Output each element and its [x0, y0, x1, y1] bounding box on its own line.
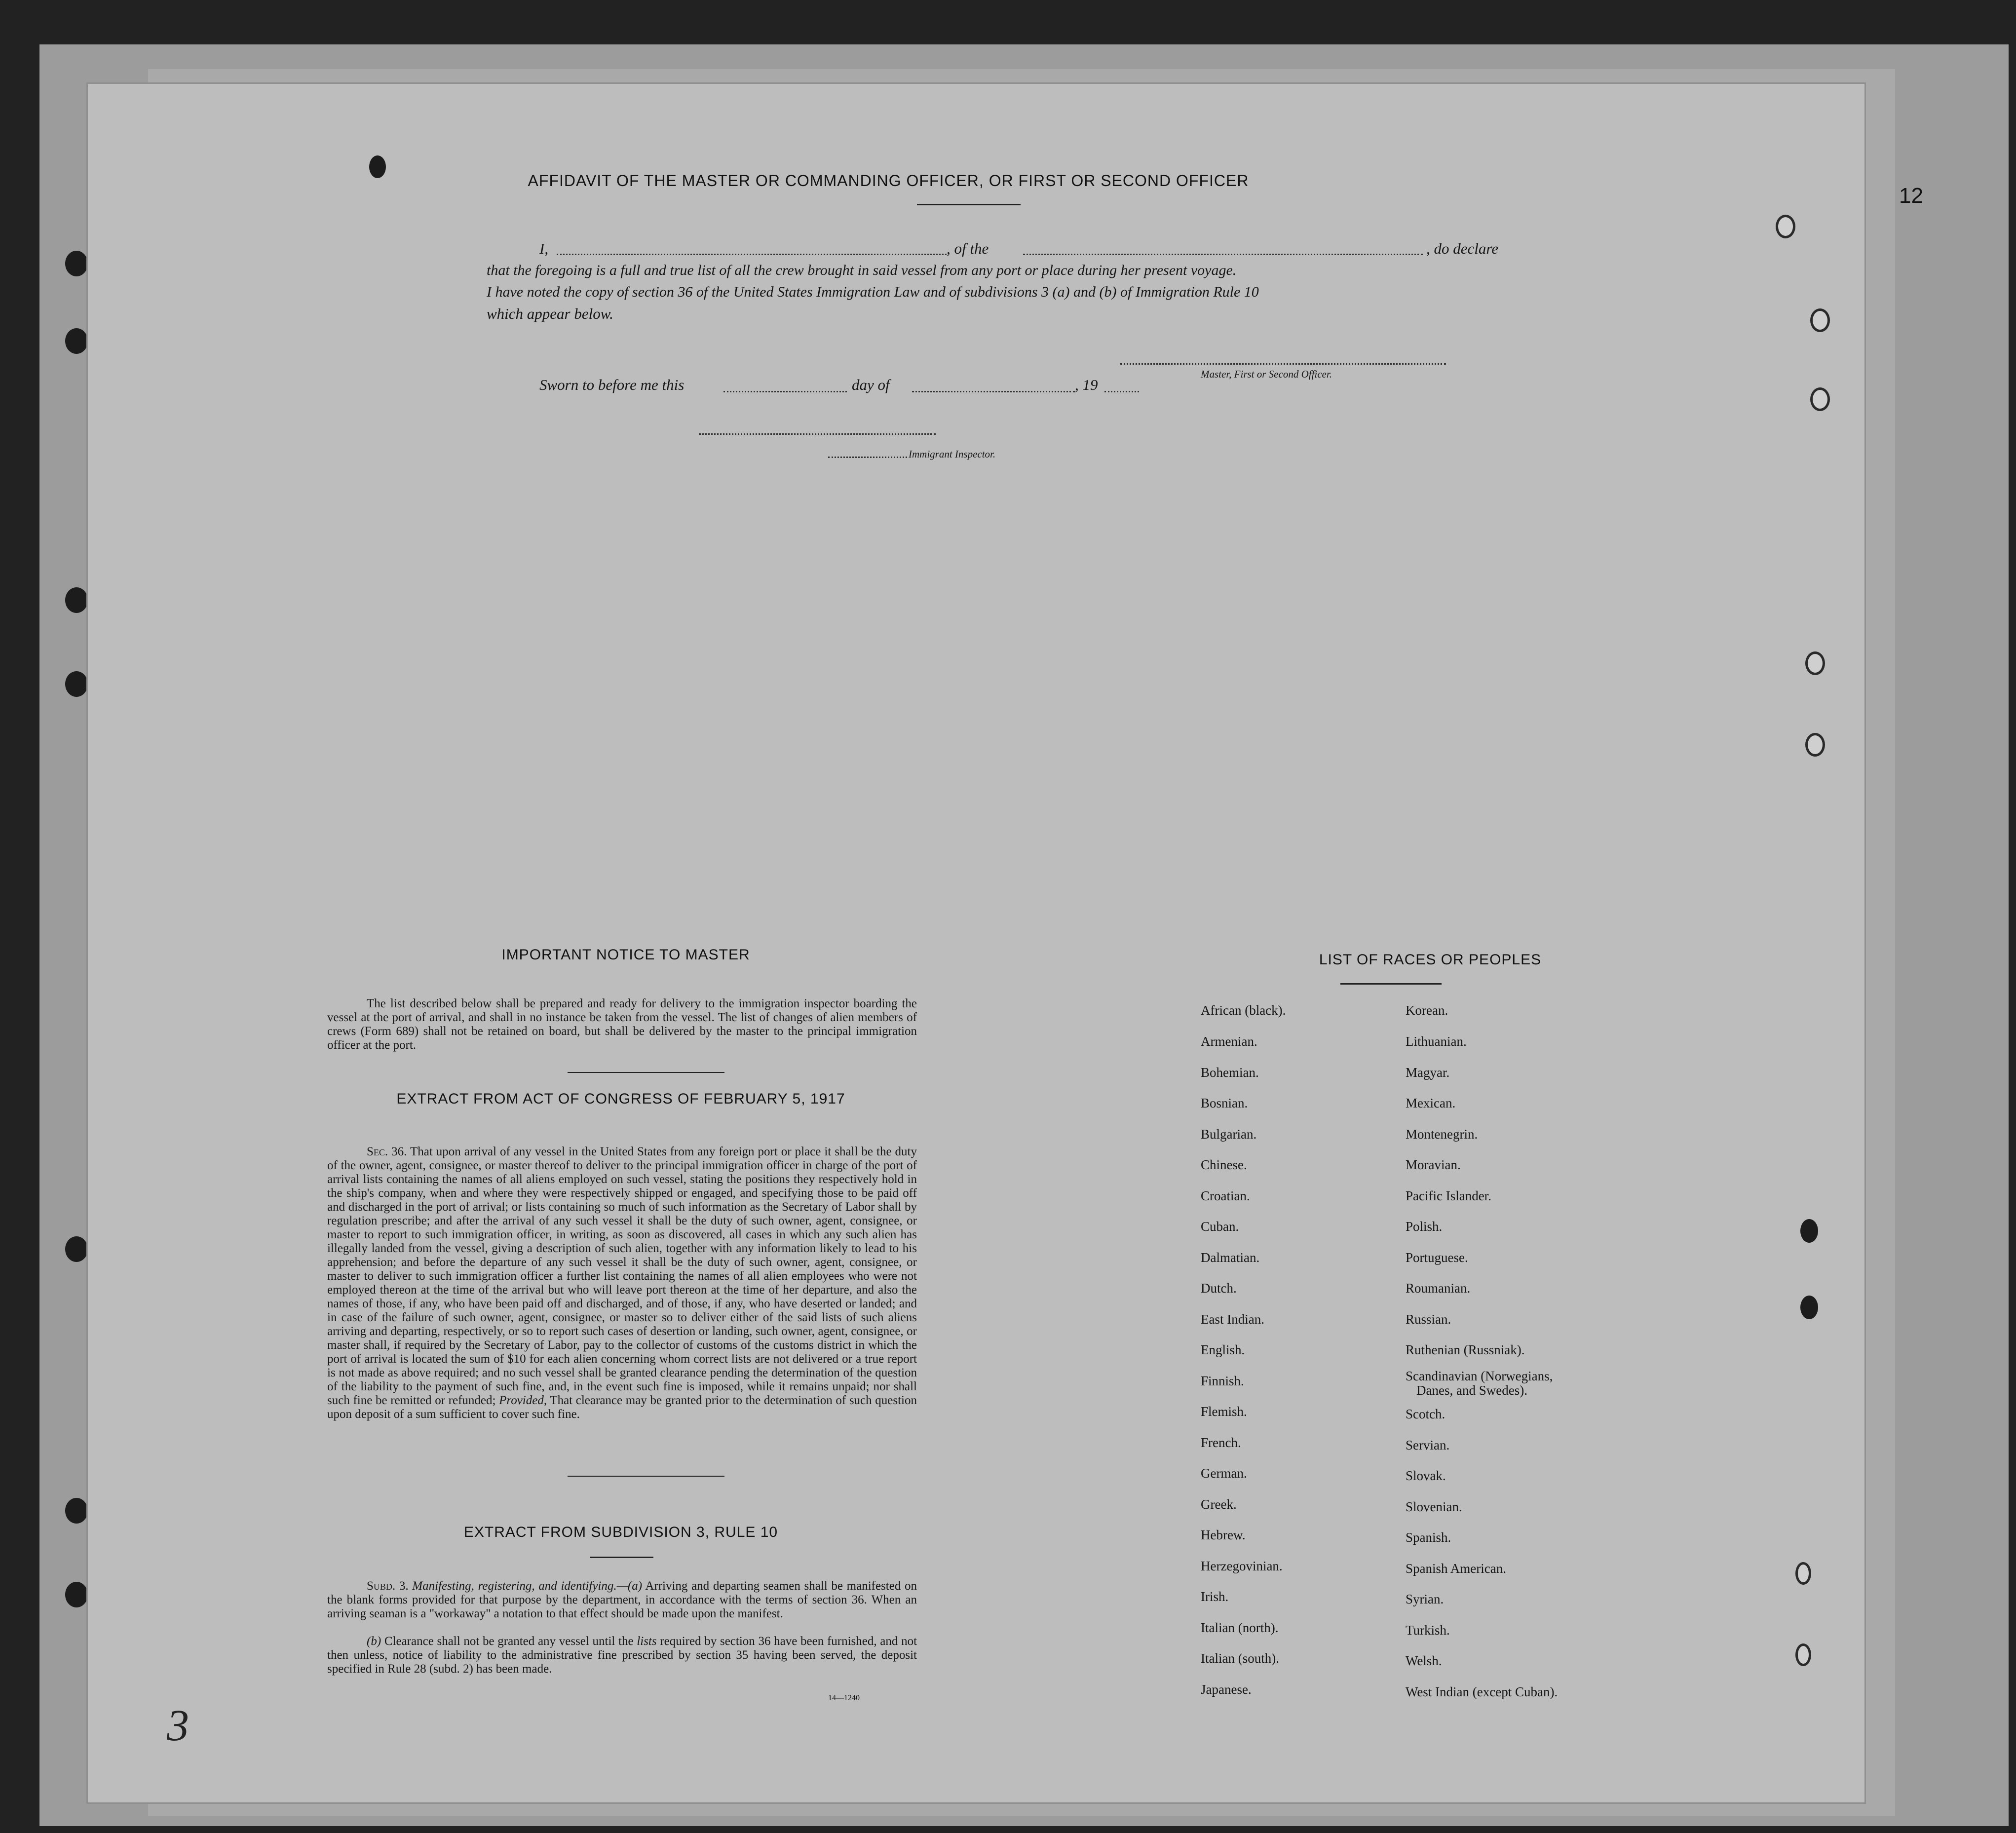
race-right-item: Welsh.	[1406, 1653, 1442, 1668]
race-left-item: Flemish.	[1201, 1404, 1247, 1419]
rule10-b-lists: lists	[637, 1635, 657, 1648]
punch-ring	[1795, 1562, 1811, 1585]
race-left-item: Dutch.	[1201, 1281, 1237, 1296]
binder-hole	[65, 328, 88, 354]
race-right-item: Lithuanian.	[1406, 1034, 1467, 1049]
race-right-item: Polish.	[1406, 1219, 1443, 1234]
punch-ring	[1776, 215, 1795, 238]
master-signature-blank[interactable]	[1120, 363, 1446, 365]
act-rule	[568, 1476, 724, 1477]
binder-hole	[65, 251, 88, 276]
rule10-subd-title: Manifesting, registering, and identifying.	[412, 1579, 617, 1593]
sworn-prefix: Sworn to before me this	[539, 376, 685, 393]
rule10-b-text-2: required by section 36 have been furnished, and not then unless, notice of liability to the administrative fine prescribed by section 35 having been served, the deposit specified in Rule 28 (subd. 2) has been made.	[327, 1635, 917, 1676]
affidavit-line1-declare: , do declare	[1426, 240, 1499, 257]
act-sec-label: Sec. 36.	[367, 1145, 407, 1158]
affidavit-title: AFFIDAVIT OF THE MASTER OR COMMANDING OFFICER, OR FIRST OR SECOND OFFICER	[528, 172, 1249, 190]
race-left-item: Greek.	[1201, 1497, 1237, 1512]
binder-hole	[65, 671, 88, 697]
punch-ring	[1810, 308, 1830, 332]
race-left-item: Bulgarian.	[1201, 1127, 1257, 1142]
sworn-year: , 19	[1075, 376, 1098, 393]
binder-hole	[65, 1582, 88, 1607]
race-right-item: Servian.	[1406, 1438, 1450, 1452]
race-right-item: Spanish.	[1406, 1530, 1451, 1545]
race-right-item: Pacific Islander.	[1406, 1188, 1491, 1203]
race-right-item: Danes, and Swedes).	[1416, 1383, 1527, 1398]
races-title: LIST OF RACES OR PEOPLES	[1319, 952, 1542, 968]
vessel-blank[interactable]	[1023, 254, 1423, 255]
rule10-title-rule	[590, 1557, 653, 1558]
rule10-b-text-1: Clearance shall not be granted any vessel until the	[384, 1635, 634, 1648]
form-number: 14—1240	[828, 1694, 860, 1702]
binder-hole	[65, 1498, 88, 1524]
race-right-item: Portuguese.	[1406, 1250, 1468, 1265]
race-left-item: German.	[1201, 1466, 1247, 1481]
race-left-item: Armenian.	[1201, 1034, 1257, 1049]
handwritten-page-number: 3	[167, 1701, 189, 1750]
race-left-item: Bosnian.	[1201, 1096, 1248, 1110]
race-right-item: Montenegrin.	[1406, 1127, 1478, 1142]
affidavit-title-rule	[917, 204, 1021, 205]
act-body-end: That clearance may be granted prior to the determination of such question upon deposit of a sum sufficient to cover such fine.	[327, 1394, 917, 1421]
master-caption: Master, First or Second Officer.	[1201, 368, 1332, 380]
rule10-b-label: (b)	[367, 1635, 381, 1648]
race-left-item: East Indian.	[1201, 1312, 1264, 1327]
punch-ring	[1810, 387, 1830, 411]
race-left-item: French.	[1201, 1435, 1241, 1450]
affidavit-line1-i: I,	[539, 240, 549, 257]
race-right-item: Ruthenian (Russniak).	[1406, 1342, 1525, 1357]
edge-number: 12	[1899, 184, 1923, 208]
race-right-item: Slovak.	[1406, 1468, 1446, 1483]
race-right-item: Russian.	[1406, 1312, 1451, 1327]
race-right-item: Slovenian.	[1406, 1499, 1462, 1514]
sworn-day: day of	[852, 376, 890, 393]
inspector-signature-blank-2[interactable]	[828, 457, 907, 458]
race-right-item: Turkish.	[1406, 1623, 1450, 1638]
notice-rule	[568, 1072, 724, 1073]
race-left-item: Italian (south).	[1201, 1651, 1279, 1666]
rule10-a-text: Arriving and departing seamen shall be manifested on the blank forms provided for that purpose by the department, in accordance with the terms of section 36. When an arriving seaman is a "workaway" a notation to that effect should be made upon the manifest.	[327, 1579, 917, 1620]
affidavit-line1-of-the: , of the	[947, 240, 989, 257]
inspector-signature-blank-1[interactable]	[699, 433, 936, 435]
punch-ring	[1805, 733, 1825, 757]
inspector-caption: Immigrant Inspector.	[909, 448, 996, 460]
affidavit-line4: which appear below.	[487, 305, 613, 322]
punch-ring	[1805, 651, 1825, 675]
race-left-item: Finnish.	[1201, 1374, 1244, 1388]
race-left-item: Japanese.	[1201, 1682, 1252, 1697]
notice-text: The list described below shall be prepared and ready for delivery to the immigration inspector boarding the vessel at the port of arrival, and shall in no instance be taken from the vessel. The list of changes of alien members of crews (Form 689) shall not be retained on board, but shall be delivered by the master to the principal immigration officer at the port.	[327, 997, 917, 1052]
race-right-item: Spanish American.	[1406, 1561, 1506, 1576]
race-left-item: Herzegovinian.	[1201, 1559, 1283, 1573]
document-page	[88, 84, 1864, 1802]
punch-mark	[369, 155, 386, 178]
race-right-item: Magyar.	[1406, 1065, 1450, 1080]
binder-hole	[65, 587, 88, 613]
punch-mark	[1800, 1219, 1818, 1243]
race-left-item: Irish.	[1201, 1589, 1229, 1604]
act-body: That upon arrival of any vessel in the United States from any foreign port or place it shall be the duty of the owner, agent, consignee, or master thereof to deliver to the principal immigration officer in charge of the port of arrival lists containing the names of all aliens employed on such vessel, stating the positions they respectively hold in the ship's company, when and where they were respectively shipped or engaged, and specifying those to be paid off and discharged in the port of arrival; or lists containing so much of such information as the Secretary of Labor shall by regulation prescribe; and after the arrival of any such vessel it shall be the duty of such owner, agent, consignee, or master to report to such immigration officer, in writing, as soon as discovered, all cases in which any such alien has illegally landed from the vessel, giving a description of such alien, together with any information likely to lead to his apprehension; and before the departure of any such vessel it shall be the duty of such owner, agent, consignee, or master to deliver to such immigration officer a further list containing the names of all alien employees who were not employed thereon at the time of the arrival but who will leave port thereon at the time of her departure, and also the names of those, if any, who have been paid off and discharged, and of those, if any, who have deserted or landed; and in case of the failure of such owner, agent, consignee, or master so to deliver either of the said lists of such aliens arriving and departing, respectively, or so to report such cases of desertion or landing, such owner, agent, consignee, or master shall, if required by the Secretary of Labor, pay to the collector of customs of the customs district in which the port of arrival is located the sum of $10 for each alien concerning whom correct lists are not delivered or a true report is not made as above required; and no such vessel shall be granted clearance pending the determination of the question of the liability to the payment of such fine, and, in the event such fine is imposed, while it remains unpaid; nor shall such fine be remitted or refunded;	[327, 1145, 917, 1407]
rule10-a	[327, 1579, 917, 1621]
notice-title: IMPORTANT NOTICE TO MASTER	[501, 947, 750, 963]
race-left-item: Chinese.	[1201, 1157, 1247, 1172]
race-left-item: English.	[1201, 1342, 1245, 1357]
race-left-item: Hebrew.	[1201, 1528, 1246, 1542]
act-title: EXTRACT FROM ACT OF CONGRESS OF FEBRUARY 5, 1917	[396, 1091, 845, 1107]
rule10-b	[327, 1635, 917, 1676]
act-text	[327, 1145, 917, 1421]
binder-hole	[65, 1236, 88, 1262]
rule10-a-label: —(a)	[616, 1579, 643, 1593]
race-right-item: Scotch.	[1406, 1407, 1445, 1421]
race-right-item: Syrian.	[1406, 1592, 1444, 1606]
race-left-item: Bohemian.	[1201, 1065, 1259, 1080]
punch-mark	[1800, 1296, 1818, 1319]
affidavit-line2: that the foregoing is a full and true list of all the crew brought in said vessel from any port or place during her present voyage.	[487, 262, 1237, 278]
race-right-item: West Indian (except Cuban).	[1406, 1684, 1558, 1699]
race-left-item: Croatian.	[1201, 1188, 1250, 1203]
punch-ring	[1795, 1643, 1811, 1666]
rule10-subd-label: Subd. 3.	[367, 1579, 409, 1593]
races-title-rule	[1340, 983, 1442, 985]
race-right-item: Scandinavian (Norwegians,	[1406, 1369, 1553, 1383]
race-right-item: Mexican.	[1406, 1096, 1456, 1110]
race-left-item: Dalmatian.	[1201, 1250, 1260, 1265]
rule10-title: EXTRACT FROM SUBDIVISION 3, RULE 10	[463, 1524, 778, 1540]
sworn-year-blank[interactable]	[1104, 391, 1139, 392]
sworn-day-blank[interactable]	[723, 391, 847, 392]
race-left-item: Cuban.	[1201, 1219, 1239, 1234]
name-blank[interactable]	[557, 254, 947, 255]
race-right-item: Korean.	[1406, 1003, 1448, 1018]
race-right-item: Moravian.	[1406, 1157, 1461, 1172]
race-left-item: African (black).	[1201, 1003, 1286, 1018]
race-left-item: Italian (north).	[1201, 1620, 1279, 1635]
race-right-item: Roumanian.	[1406, 1281, 1471, 1296]
affidavit-line3: I have noted the copy of section 36 of the United States Immigration Law and of subdivisions 3 (a) and (b) of Immigration Rule 10	[487, 284, 1259, 300]
act-provided: Provided,	[499, 1394, 547, 1407]
sworn-month-blank[interactable]	[912, 391, 1075, 392]
